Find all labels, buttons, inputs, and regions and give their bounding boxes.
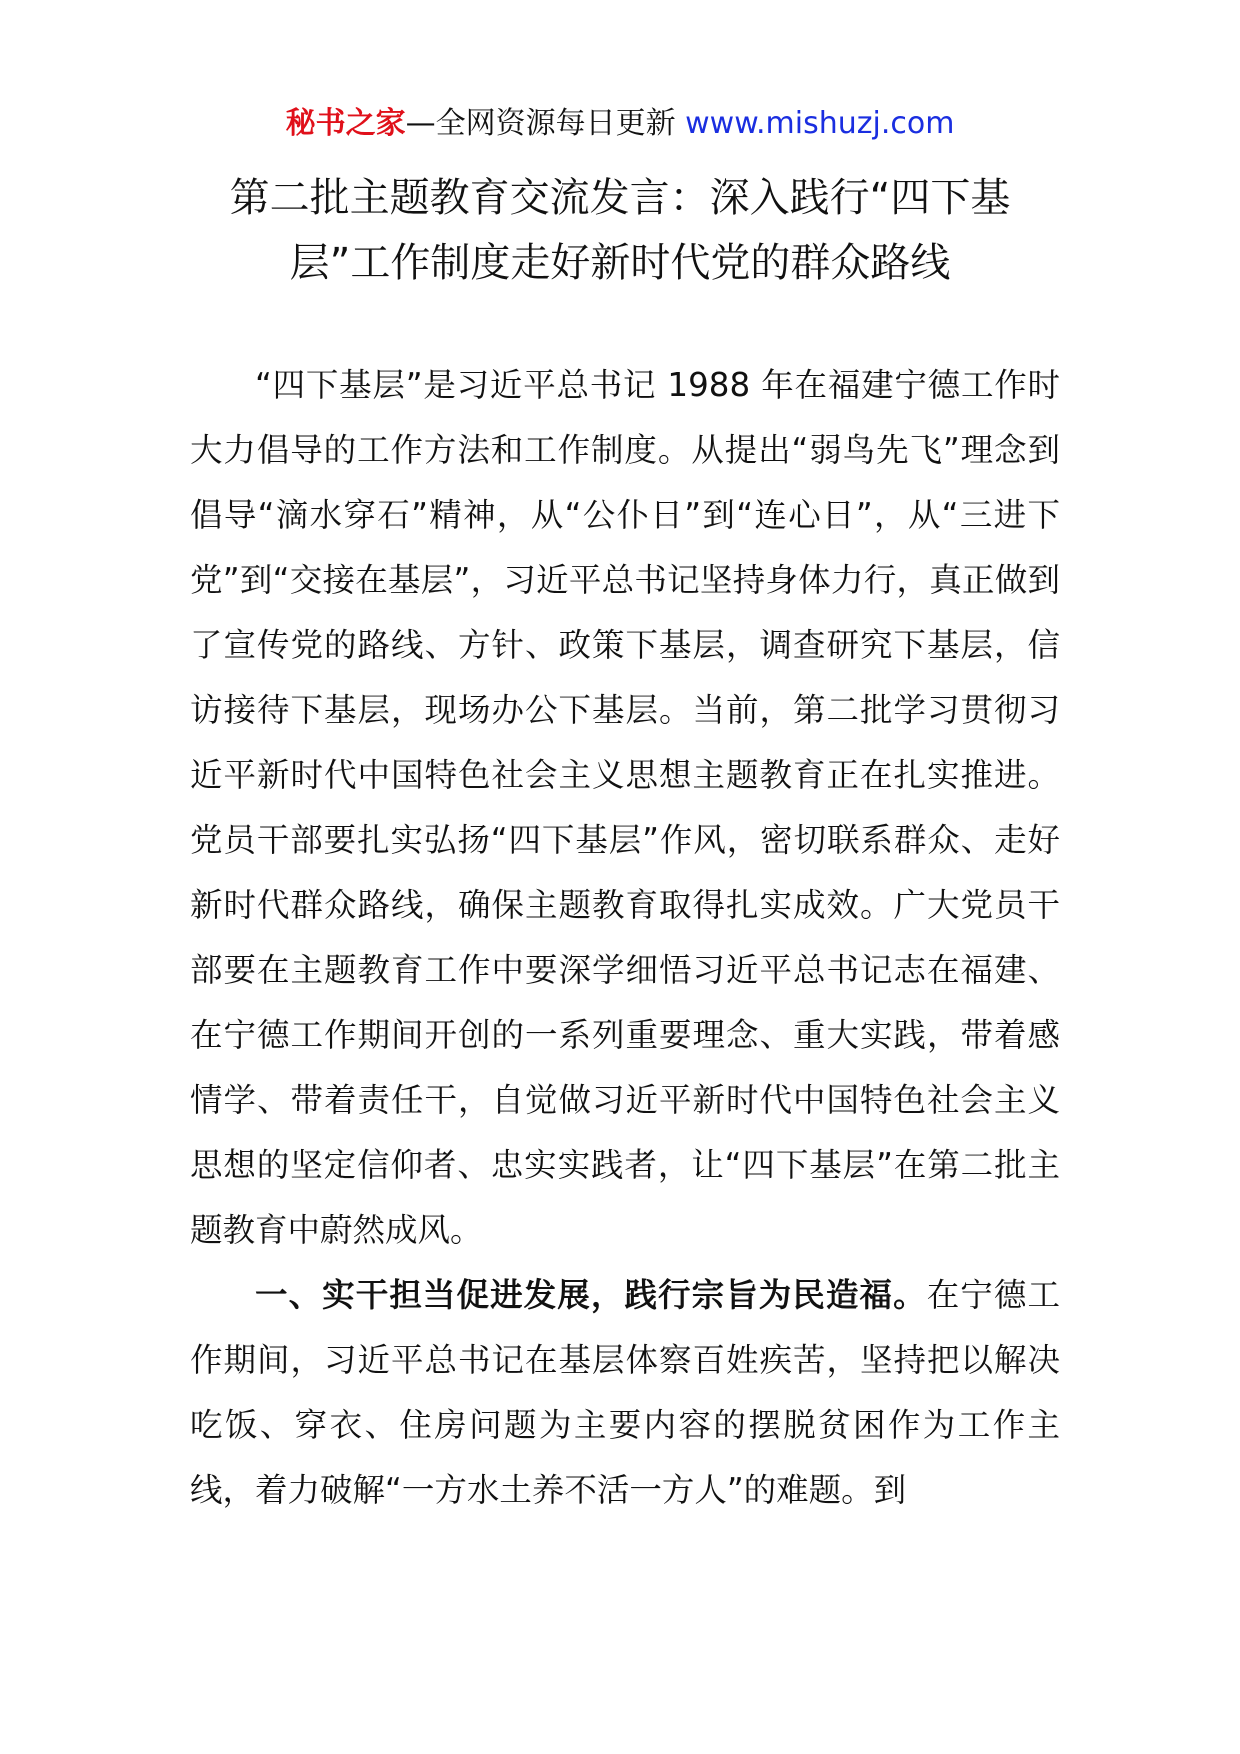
title-line: 第二批主题教育交流发言：深入践行“四下基 — [229, 175, 1011, 221]
document-title — [150, 166, 1090, 296]
paragraph-section-1 — [190, 1263, 1060, 1523]
brand-name: 秘书之家 — [285, 106, 406, 141]
header-tagline: —全网资源每日更新 — [405, 106, 686, 141]
site-url-link[interactable]: www.mishuzj.com — [685, 106, 955, 141]
paragraph-intro — [190, 353, 1060, 1263]
site-header — [0, 104, 1240, 144]
paragraph-text: 在宁德工作期间，习近平总书记在基层体察百姓疾苦，坚持把以解决吃饭、穿衣、住房问题为主要内容的摆脱贫困作为工作主线，着力破解“一方水土养不活一方人”的难题。到 — [190, 1276, 1060, 1509]
section-heading: 一、实干担当促进发展，践行宗旨为民造福。 — [255, 1276, 927, 1314]
paragraph-text: “四下基层”是习近平总书记 1988 年在福建宁德工作时大力倡导的工作方法和工作制度。从提出“弱鸟先飞”理念到倡导“滴水穿石”精神，从“公仆日”到“连心日”，从“三进下党”到“交接在基层”，习近平总书记坚持身体力行，真正做到了宣传党的路线、方针、政策下基层，调查研究下基层，信访接待下基层，现场办公下基层。当前，第二批学习贯彻习近平新时代中国特色社会主义思想主题教育正在扎实推进。党员干部要扎实弘扬“四下基层”作风，密切联系群众、走好新时代群众路线，确保主题教育取得扎实成效。广大党员干部要在主题教育工作中要深学细悟习近平总书记志在福建、在宁德工作期间开创的一系列重要理念、重大实践，带着感情学、带着责任干，自觉做习近平新时代中国特色社会主义思想的坚定信仰者、忠实实践者，让“四下基层”在第二批主题教育中蔚然成风。 — [190, 366, 1060, 1249]
document-body — [190, 353, 1060, 1523]
title-line: 层”工作制度走好新时代党的群众路线 — [289, 240, 951, 286]
